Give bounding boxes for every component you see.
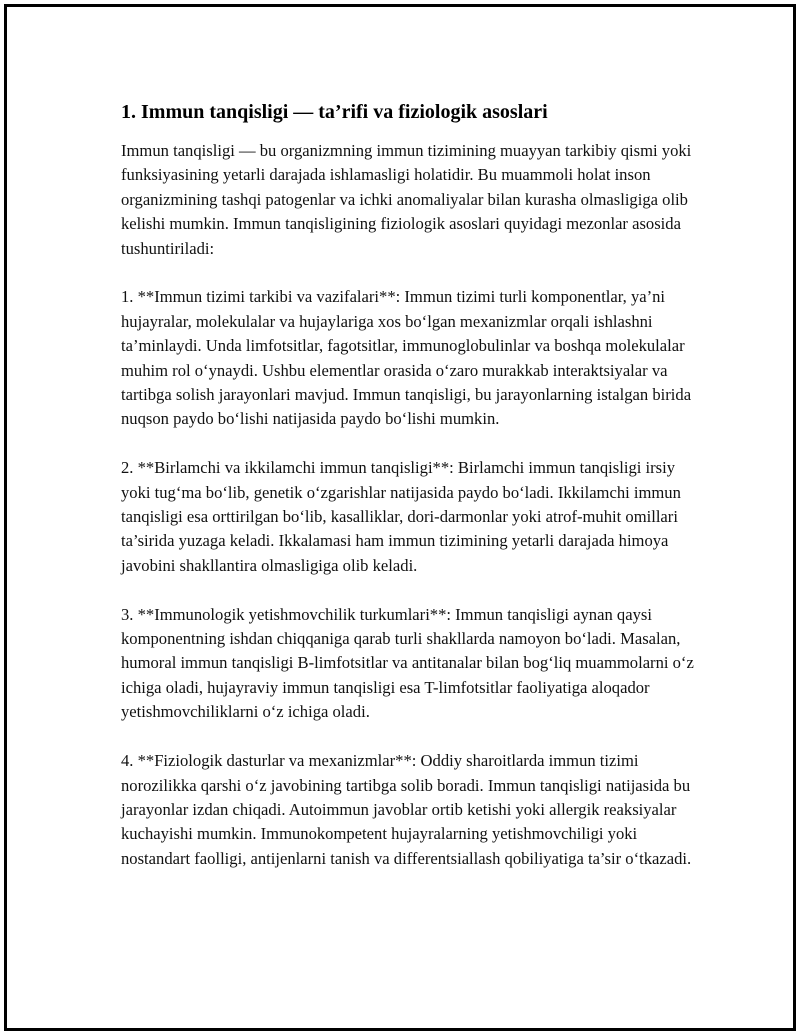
paragraph-item-1: 1. **Immun tizimi tarkibi va vazifalari**: Immun tizimi turli komponentlar, ya’ni hujayralar, molekulalar va hujaylariga xos boʻlgan mexanizmlar orqali ishlashni ta’minlaydi. Unda limfotsitlar, fagotsitlar, immunoglobulinlar va boshqa molekulalar muhim rol oʻynaydi. Ushbu elementlar orasida oʻzaro murakkab interaktsiyalar va tartibga solish jarayonlari mavjud. Immun tanqisligi, bu jarayonlarning istalgan birida nuqson paydo boʻlishi natijasida paydo boʻlishi mumkin.	[121, 287, 692, 429]
document-title: 1. Immun tanqisligi — ta’rifi va fiziologik asoslari	[121, 101, 548, 123]
paragraph-item-2: 2. **Birlamchi va ikkilamchi immun tanqisligi**: Birlamchi immun tanqisligi irsiy yoki tugʻma boʻlib, genetik oʻzgarishlar natijasida paydo boʻladi. Ikkilamchi immun tanqisligi esa orttirilgan boʻlib, kasalliklar, dori-darmonlar yoki atrof-muhit omillari ta’sirida yuzaga keladi. Ikkalamasi ham immun tizimining yetarli darajada himoya javobini shakllantira olmasligiga olib keladi.	[121, 458, 681, 575]
paragraph-item-4: 4. **Fiziologik dasturlar va mexanizmlar**: Oddiy sharoitlarda immun tizimi norozilikka qarshi oʻz javobining tartibga solib boradi. Immun tanqisligi natijasida bu jarayonlar izdan chiqadi. Autoimmun javoblar ortib ketishi yoki allergik reaksiyalar kuchayishi mumkin. Immunokompetent hujayralarning yetishmovchiligi yoki nostandart faolligi, antijenlarni tanish va differentsiallash qobiliyatiga ta’sir oʻtkazadi.	[121, 751, 692, 868]
page-frame	[4, 4, 796, 1031]
document-body	[121, 99, 696, 896]
paragraph-intro: Immun tanqisligi — bu organizmning immun tizimining muayyan tarkibiy qismi yoki funksiyasining yetarli darajada ishlamasligi holatidir. Bu muammoli holat inson organizmining tashqi patogenlar va ichki anomaliyalar bilan kurasha olmasligiga olib kelishi mumkin. Immun tanqisligining fiziologik asoslari quyidagi mezonlar asosida tushuntiriladi:	[121, 141, 692, 258]
paragraph-item-3: 3. **Immunologik yetishmovchilik turkumlari**: Immun tanqisligi aynan qaysi komponentning ishdan chiqqaniga qarab turli shakllarda namoyon boʻladi. Masalan, humoral immun tanqisligi B-limfotsitlar va antitanalar bilan bogʻliq muammolarni oʻz ichiga oladi, hujayraviy immun tanqisligi esa T-limfotsitlar faoliyatiga aloqador yetishmovchiliklarni oʻz ichiga oladi.	[121, 604, 694, 722]
